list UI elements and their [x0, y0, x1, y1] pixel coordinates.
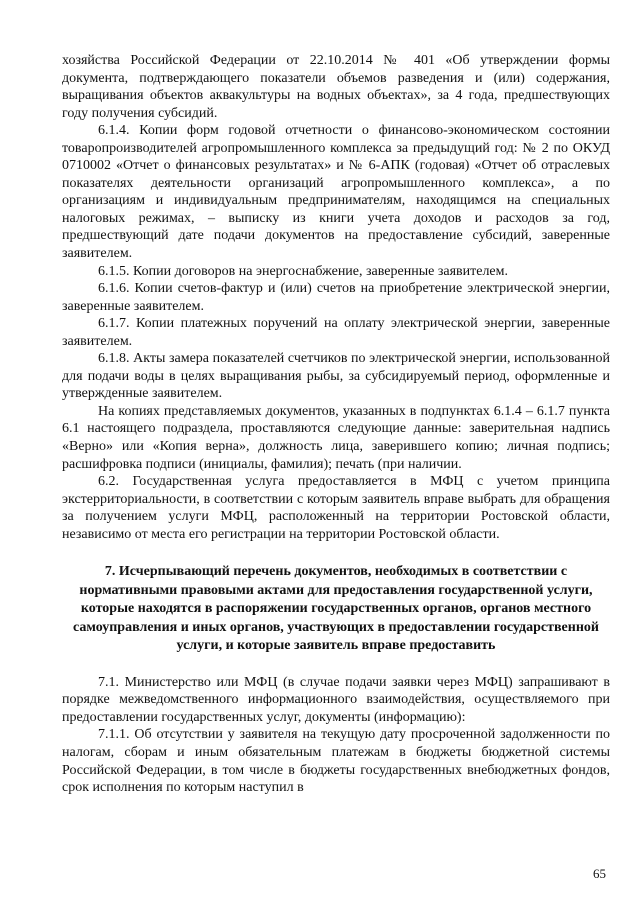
- paragraph: На копиях представляемых документов, указанных в подпунктах 6.1.4 – 6.1.7 пункта 6.1 настоящего подраздела, проставляются следующие данные: заверительная надпись «Верно» или «Копия верна», должность лица, заверившего копию; личная подпись; расшифровка подписи (инициалы, фамилия); печать (при наличии.: [62, 403, 610, 472]
- paragraph: 6.1.7. Копии платежных поручений на оплату электрической энергии, заверенные заявителем.: [62, 316, 610, 349]
- paragraph: 6.1.4. Копии форм годовой отчетности о финансово-экономическом состоянии товаропроизводителей агропромышленного комплекса за предыдущий год: № 2 по ОКУД 0710002 «Отчет о финансовых результатах» и № 6-АПК (годовая) «Отчет об отраслевых показателях деятельности организаций агропромышленного комплекса», а по организациям и индивидуальным предпринимателям, находящимся на специальных налоговых режимах, – выписку из книги учета доходов и расходов за год, предшествующий дате подачи документов на предоставление субсидий, заверенные заявителем.: [62, 123, 610, 262]
- paragraph: 6.1.8. Акты замера показателей счетчиков по электрической энергии, использованной для подачи воды в целях выращивания рыбы, за субсидируемый период, оформленные и утвержденные заявителем.: [62, 351, 610, 402]
- paragraph: 7.1.1. Об отсутствии у заявителя на текущую дату просроченной задолженности по налогам, сборам и иным обязательным платежам в бюджеты бюджетной системы Российской Федерации, в том числе в бюджеты государственных внебюджетных фондов, срок исполнения по которым наступил в: [62, 727, 610, 796]
- paragraph: 7.1. Министерство или МФЦ (в случае подачи заявки через МФЦ) запрашивают в порядке межведомственного информационного взаимодействия, осуществляемого при предоставлении государственных услуг, документы (информацию):: [62, 674, 610, 725]
- section-7-paragraphs: [62, 674, 610, 797]
- paragraph: 6.2. Государственная услуга предоставляется в МФЦ с учетом принципа экстерриториальности, в соответствии с которым заявитель вправе выбрать для обращения за получением услуги МФЦ, расположенный на территории Ростовской области, независимо от места его регистрации на территории Ростовской области.: [62, 474, 610, 542]
- page-number: 65: [593, 866, 606, 881]
- section-6-paragraphs: [62, 52, 610, 543]
- section-7-heading: 7. Исчерпывающий перечень документов, необходимых в соответствии с нормативными правовыми актами для предоставления государственной услуги, которые находятся в распоряжении государственных органов, органов местного самоуправления и иных органов, участвующих в предоставлении государственной услуги, и которые заявитель вправе предоставить: [73, 564, 599, 654]
- document-page: [62, 52, 610, 797]
- paragraph: 6.1.6. Копии счетов-фактур и (или) счетов на приобретение электрической энергии, заверенные заявителем.: [62, 281, 610, 314]
- paragraph: 6.1.5. Копии договоров на энергоснабжение, заверенные заявителем.: [98, 263, 508, 279]
- paragraph: хозяйства Российской Федерации от 22.10.2014 № 401 «Об утверждении формы документа, подтверждающего показатели объемов разведения и (или) содержания, выращивания объектов аквакультуры на водных объектах», за 4 года, предшествующих году получения субсидий.: [62, 53, 610, 121]
